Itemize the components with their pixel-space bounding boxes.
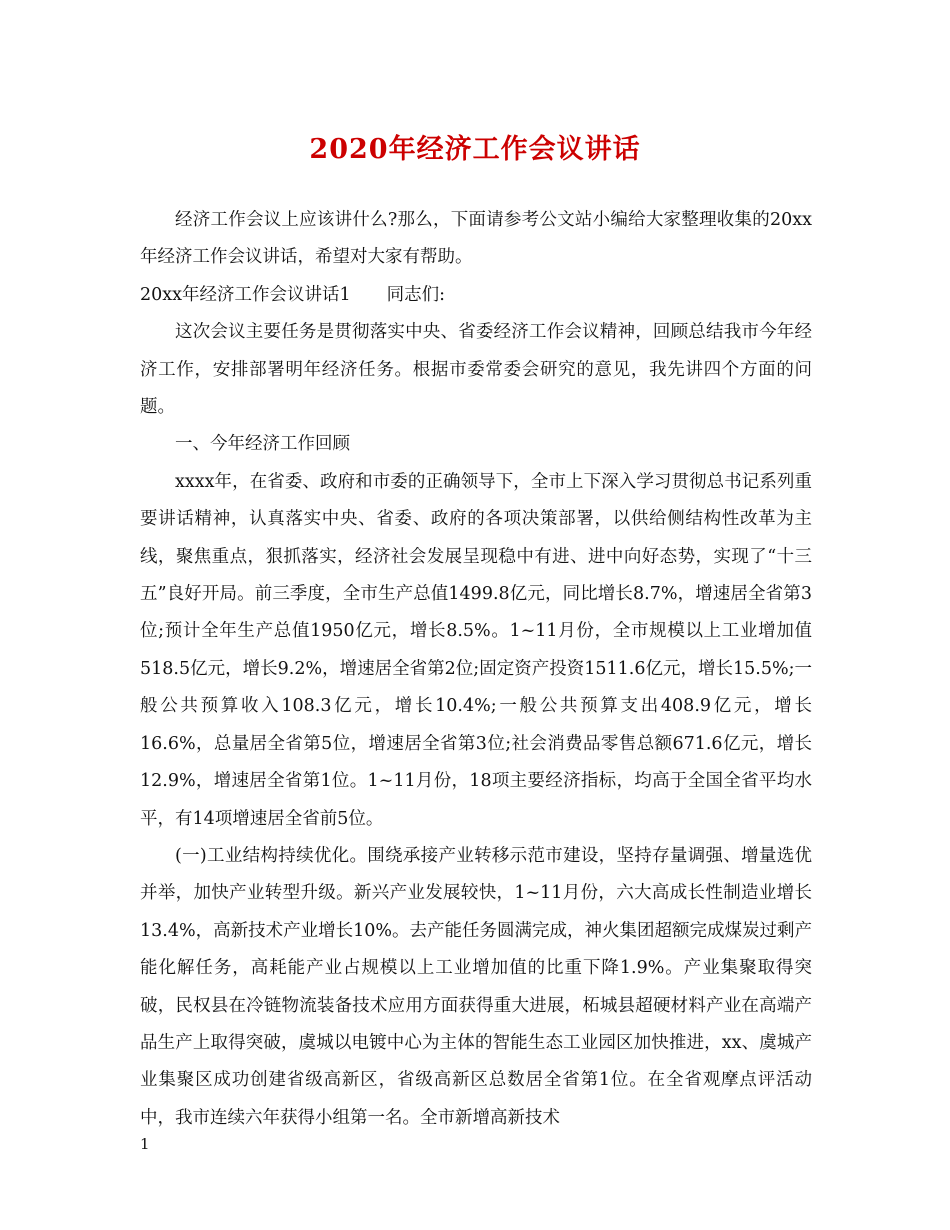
salutation: 同志们: [386, 284, 446, 305]
document-body [140, 202, 812, 1137]
paragraph-1: 这次会议主要任务是贯彻落实中央、省委经济工作会议精神，回顾总结我市今年经济工作，安排部署明年经济任务。根据市委常委会研究的意见，我先讲四个方面的问题。 [140, 322, 812, 418]
paragraph-3: (一)工业结构持续优化。围绕承接产业转移示范市建设，坚持存量调强、增量选优并举，加快产业转型升级。新兴产业发展较快，1~11月份，六大高成长性制造业增长13.4%，高新技术产业增长10%。去产能任务圆满完成，神火集团超额完成煤炭过剩产能化解任务，高耗能产业占规模以上工业增加值的比重下降1.9%。产业集聚取得突破，民权县在冷链物流装备技术应用方面获得重大进展，柘城县超硬材料产业在高端产品生产上取得突破，虞城以电镀中心为主体的智能生态工业园区加快推进，xx、虞城产业集聚区成功创建省级高新区，省级高新区总数居全省第1位。在全省观摩点评活动中，我市连续六年获得小组第一名。全市新增高新技术 [140, 845, 812, 1128]
page-number: 1 [140, 1135, 150, 1153]
speech-heading-line [140, 277, 812, 314]
paragraph-2: xxxx年，在省委、政府和市委的正确领导下，全市上下深入学习贯彻总书记系列重要讲话精神，认真落实中央、省委、政府的各项决策部署，以供给侧结构性改革为主线，聚焦重点，狠抓落实，经济社会发展呈现稳中有进、进中向好态势，实现了“十三五”良好开局。前三季度，全市生产总值1499.8亿元，同比增长8.7%，增速居全省第3位;预计全年生产总值1950亿元，增长8.5%。1~11月份，全市规模以上工业增加值518.5亿元，增长9.2%，增速居全省第2位;固定资产投资1511.6亿元，增长15.5%;一般公共预算收入108.3亿元，增长10.4%;一般公共预算支出408.9亿元，增长16.6%，总量居全省第5位，增速居全省第3位;社会消费品零售总额671.6亿元，增长12.9%，增速居全省第1位。1~11月份，18项主要经济指标，均高于全国全省平均水平，有14项增速居全省前5位。 [140, 471, 812, 829]
speech-heading: 20xx年经济工作会议讲话1 [140, 284, 351, 305]
section-1-heading: 一、今年经济工作回顾 [175, 434, 350, 455]
document-title: 2020年经济工作会议讲话 [309, 134, 641, 165]
intro-paragraph: 经济工作会议上应该讲什么?那么，下面请参考公文站小编给大家整理收集的20xx年经济工作会议讲话，希望对大家有帮助。 [140, 210, 812, 268]
